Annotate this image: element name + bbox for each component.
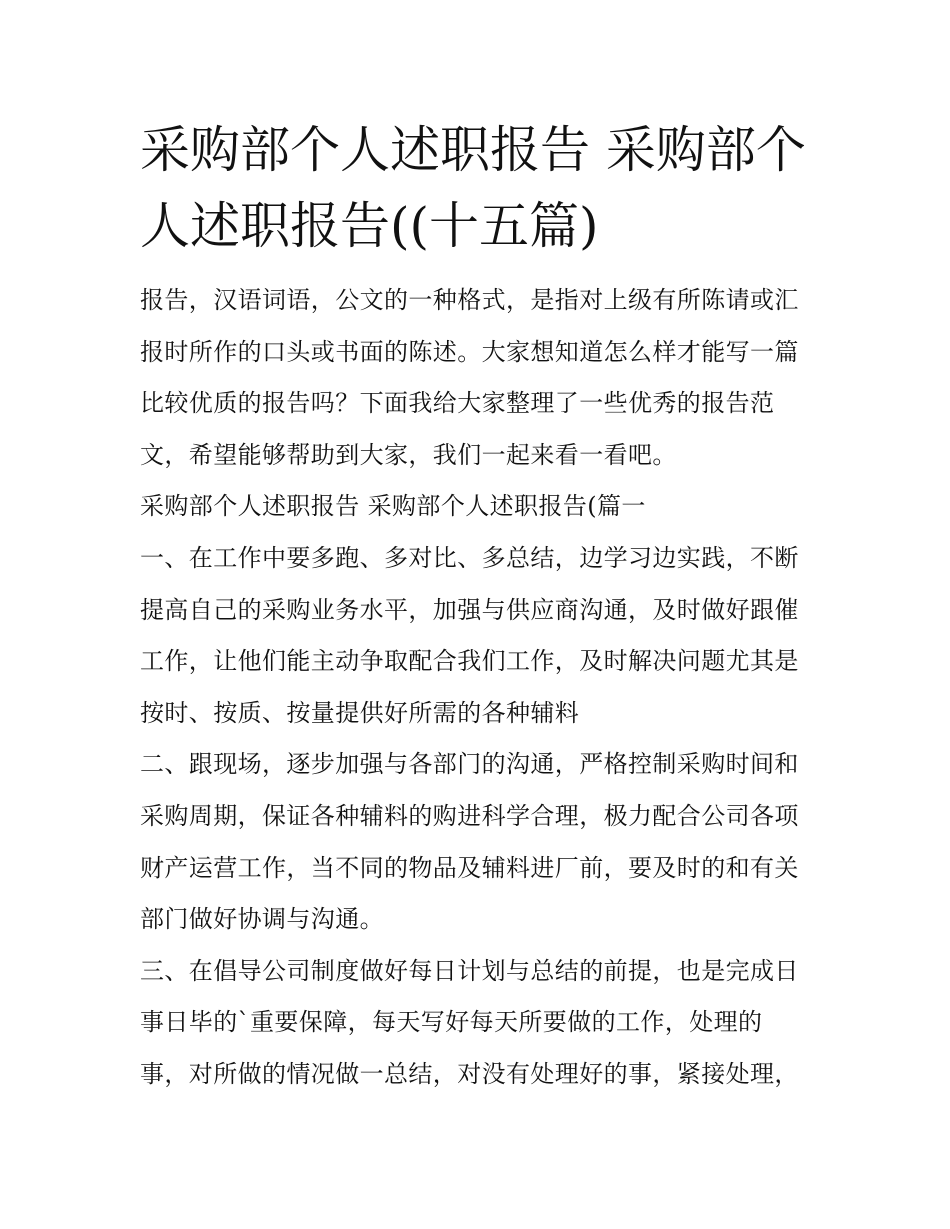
paragraph-line: 事，对所做的情况做一总结，对没有处理好的事，紧接处理， (140, 1059, 799, 1088)
paragraph-line: 事日毕的`重要保障，每天写好每天所要做的工作，处理的 (140, 1008, 763, 1037)
paragraph-line: 一、在工作中要多跑、多对比、多总结，边学习边实践，不断 (140, 543, 799, 572)
paragraph-line: 采购周期，保证各种辅料的购进科学合理，极力配合公司各项 (140, 801, 799, 830)
paragraph-line: 二、跟现场，逐步加强与各部门的沟通，严格控制采购时间和 (140, 750, 799, 779)
intro-line: 比较优质的报告吗？下面我给大家整理了一些优秀的报告范 (140, 389, 775, 418)
paragraph-line: 三、在倡导公司制度做好每日计划与总结的前提，也是完成日 (140, 956, 799, 985)
paragraph-line: 按时、按质、按量提供好所需的各种辅料 (140, 698, 580, 727)
paragraph-line: 工作，让他们能主动争取配合我们工作，及时解决问题尤其是 (140, 647, 799, 676)
intro-line: 文，希望能够帮助到大家，我们一起来看一看吧。 (140, 440, 677, 469)
document-body (140, 280, 830, 1106)
paragraph-line: 提高自己的采购业务水平，加强与供应商沟通，及时做好跟催 (140, 595, 799, 624)
paragraph-line: 部门做好协调与沟通。 (140, 905, 384, 934)
intro-line: 报时所作的口头或书面的陈述。大家想知道怎么样才能写一篇 (140, 337, 799, 366)
paragraph-line: 财产运营工作，当不同的物品及辅料进厂前，要及时的和有关 (140, 853, 799, 882)
title-line: 采购部个人述职报告 采购部个 (140, 121, 806, 179)
intro-line: 报告，汉语词语，公文的一种格式，是指对上级有所陈请或汇 (140, 286, 799, 314)
section-heading: 采购部个人述职报告 采购部个人述职报告(篇一 (140, 492, 646, 521)
document-title (140, 112, 830, 264)
title-line: 人述职报告((十五篇) (140, 197, 599, 255)
